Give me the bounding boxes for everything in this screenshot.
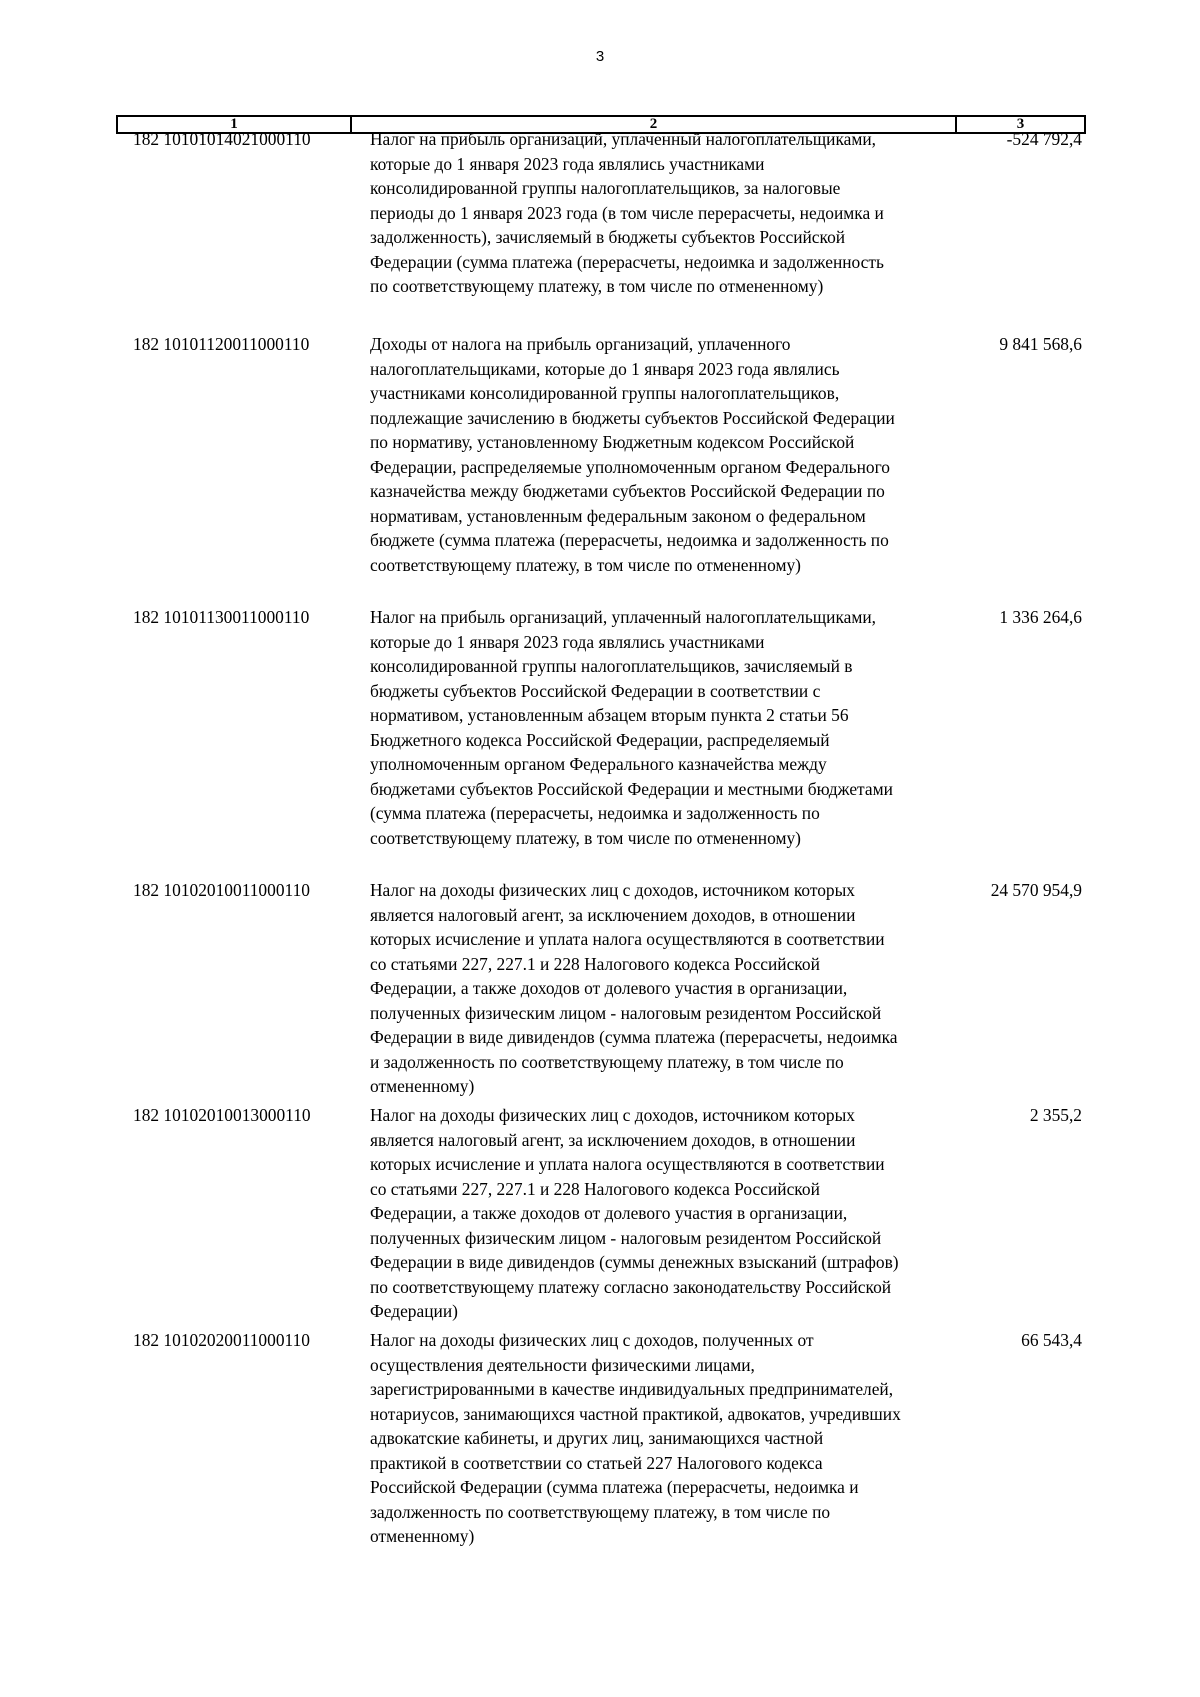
budget-code: 182 10102010011000110 — [133, 880, 310, 900]
description-line: бюджетами субъектов Российской Федерации и местными бюджетами — [370, 778, 893, 799]
table-row — [116, 332, 1086, 577]
table-row — [116, 1103, 1086, 1324]
description-line: задолженность по соответствующему платежу, в том числе по — [370, 1501, 831, 1522]
description-line: адвокатские кабинеты, и других лиц, занимающихся частной — [370, 1428, 824, 1448]
description-line: со статьями 227, 227.1 и 228 Налогового кодекса Российской — [370, 1178, 820, 1199]
description-line: бюджете (сумма платежа (перерасчеты, недоимка и задолженность по — [370, 530, 889, 550]
description-line: нотариусов, занимающихся частной практикой, адвокатов, учредивших — [370, 1403, 901, 1424]
description-line: которых исчисление и уплата налога осуществляются в соответствии — [370, 929, 885, 949]
row-amount: 24 570 954,9 — [990, 880, 1082, 900]
description-line: (сумма платежа (перерасчеты, недоимка и задолженность по — [370, 803, 820, 823]
description-line: и задолженность по соответствующему платежу, в том числе по — [370, 1051, 844, 1072]
description-line: полученных физическим лицом - налоговым резидентом Российской — [370, 1002, 882, 1023]
row-amount: 9 841 568,6 — [999, 334, 1082, 354]
description-line: по нормативу, установленному Бюджетным кодексом Российской — [370, 432, 855, 452]
description-line: Российской Федерации (сумма платежа (перерасчеты, недоимка и — [370, 1477, 859, 1497]
row-amount: 1 336 264,6 — [999, 607, 1082, 627]
description-line: которых исчисление и уплата налога осуществляются в соответствии — [370, 1154, 885, 1174]
description-line: Федерации) — [370, 1301, 458, 1321]
budget-code: 182 10101014021000110 — [133, 129, 311, 149]
description-line: участниками консолидированной группы налогоплательщиков, — [370, 383, 840, 403]
row-description — [352, 878, 957, 1099]
row-description — [352, 605, 957, 850]
row-amount: 2 355,2 — [1029, 1105, 1082, 1125]
description-line: которые до 1 января 2023 года являлись участниками — [370, 631, 765, 652]
row-amount: -524 792,4 — [1006, 129, 1082, 149]
description-line: Федерации в виде дивидендов (суммы денежных взысканий (штрафов) — [370, 1252, 899, 1272]
table-header-col-2: 2 — [352, 115, 957, 134]
description-line: Федерации в виде дивидендов (сумма платежа (перерасчеты, недоимка — [370, 1027, 898, 1047]
table-row — [116, 1328, 1086, 1549]
description-line: Федерации, а также доходов от долевого участия в организации, — [370, 1203, 848, 1223]
row-description — [352, 1103, 957, 1324]
description-line: Налог на прибыль организаций, уплаченный налогоплательщиками, — [370, 129, 877, 149]
page-number: 3 — [595, 48, 605, 65]
description-line: подлежащие зачислению в бюджеты субъектов Российской Федерации — [370, 407, 895, 428]
description-line: по соответствующему платежу, в том числе по отмененному) — [370, 276, 824, 296]
budget-code: 182 10101120011000110 — [133, 334, 310, 354]
description-line: является налоговый агент, за исключением доходов, в отношении — [370, 1129, 856, 1150]
row-description — [352, 1328, 957, 1549]
description-line: задолженность), зачисляемый в бюджеты субъектов Российской — [370, 227, 846, 247]
description-line: налогоплательщиками, которые до 1 января 2023 года являлись — [370, 358, 840, 379]
budget-code: 182 10102010013000110 — [133, 1105, 311, 1125]
description-line: полученных физическим лицом - налоговым резидентом Российской — [370, 1227, 882, 1248]
description-line: по соответствующему платежу согласно законодательству Российской — [370, 1276, 892, 1297]
row-description — [352, 332, 957, 577]
description-line: Налог на доходы физических лиц с доходов, полученных от — [370, 1330, 814, 1350]
description-line: периоды до 1 января 2023 года (в том числе перерасчеты, недоимка и — [370, 202, 884, 223]
budget-code: 182 10102020011000110 — [133, 1330, 310, 1350]
description-line: отмененному) — [370, 1526, 475, 1546]
description-line: соответствующему платежу, в том числе по отмененному) — [370, 827, 801, 848]
description-line: зарегистрированными в качестве индивидуальных предпринимателей, — [370, 1379, 894, 1399]
description-line: бюджеты субъектов Российской Федерации в соответствии с — [370, 680, 821, 701]
description-line: Федерации, а также доходов от долевого участия в организации, — [370, 978, 848, 998]
budget-code: 182 10101130011000110 — [133, 607, 310, 627]
description-line: нормативам, установленным федеральным законом о федеральном — [370, 505, 866, 526]
description-line: Налог на доходы физических лиц с доходов, источником которых — [370, 880, 855, 900]
description-line: соответствующему платежу, в том числе по отмененному) — [370, 554, 801, 575]
description-line: со статьями 227, 227.1 и 228 Налогового кодекса Российской — [370, 953, 820, 974]
description-line: Налог на прибыль организаций, уплаченный налогоплательщиками, — [370, 607, 877, 627]
row-amount: 66 543,4 — [1021, 1330, 1082, 1350]
description-line: Бюджетного кодекса Российской Федерации, распределяемый — [370, 729, 830, 750]
description-line: Налог на доходы физических лиц с доходов, источником которых — [370, 1105, 855, 1125]
table-header-col-1: 1 — [116, 115, 352, 134]
description-line: практикой в соответствии со статьей 227 Налогового кодекса — [370, 1452, 823, 1473]
description-line: консолидированной группы налогоплательщиков, зачисляемый в — [370, 656, 853, 676]
description-line: осуществления деятельности физическими лицами, — [370, 1354, 755, 1375]
description-line: Федерации (сумма платежа (перерасчеты, недоимка и задолженность — [370, 251, 884, 272]
description-line: Федерации, распределяемые уполномоченным органом Федерального — [370, 456, 890, 477]
description-line: нормативом, установленным абзацем вторым пункта 2 статьи 56 — [370, 705, 849, 725]
description-line: является налоговый агент, за исключением доходов, в отношении — [370, 904, 856, 925]
description-line: которые до 1 января 2023 года являлись участниками — [370, 153, 765, 174]
row-description — [352, 127, 957, 299]
description-line: казначейства между бюджетами субъектов Российской Федерации по — [370, 481, 885, 501]
table-row — [116, 127, 1086, 299]
description-line: консолидированной группы налогоплательщиков, за налоговые — [370, 178, 841, 198]
description-line: отмененному) — [370, 1076, 475, 1096]
table-row — [116, 605, 1086, 850]
description-line: Доходы от налога на прибыль организаций, уплаченного — [370, 334, 791, 354]
table-header-col-3: 3 — [957, 115, 1086, 134]
table-row — [116, 878, 1086, 1099]
description-line: уполномоченным органом Федерального казначейства между — [370, 754, 827, 774]
